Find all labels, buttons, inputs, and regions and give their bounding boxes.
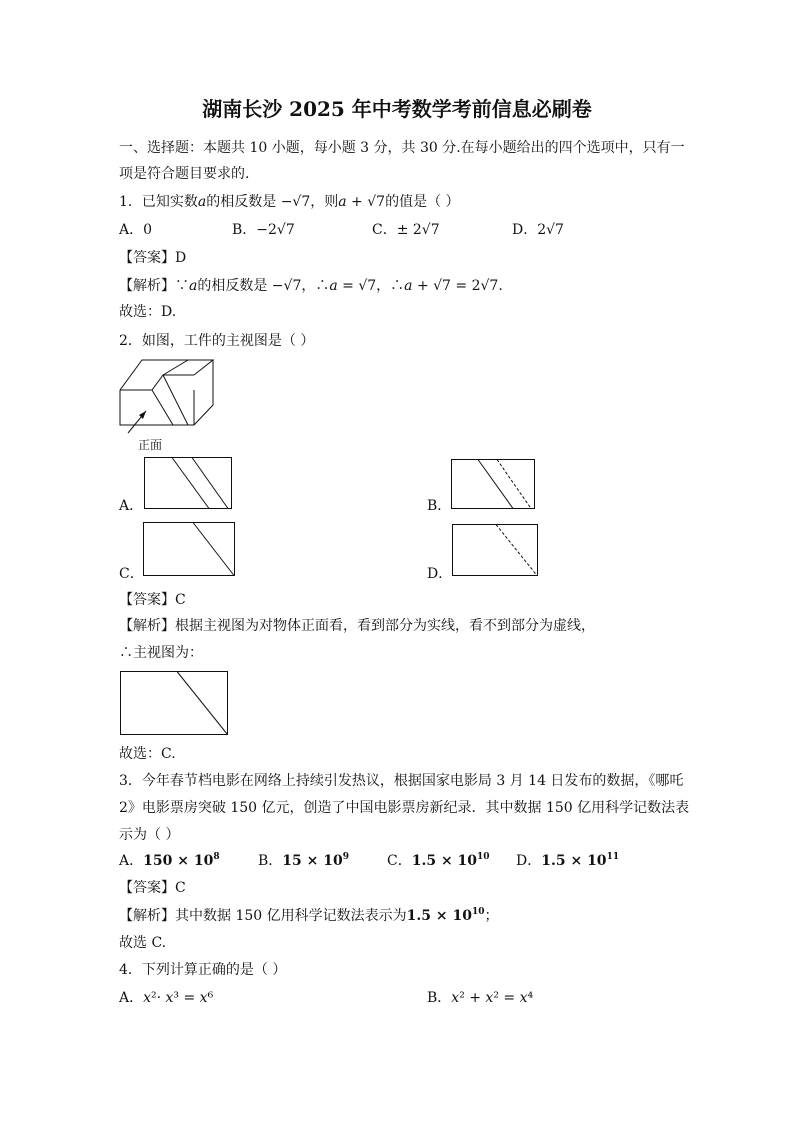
section-instructions-line2: 项是符合题目要求的.	[119, 166, 250, 182]
q3-stem-line3: 示为（ ）	[119, 827, 180, 843]
q4-option-b	[427, 988, 533, 1008]
q2-option-d-label: D．	[427, 566, 453, 582]
page-title: 湖南长沙 2025 年中考数学考前信息必刷卷	[202, 97, 592, 121]
q3-option-c	[387, 851, 490, 871]
q1-analysis: 【解析】∵𝑎的相反数是 −√7，∴𝑎 = √7，∴𝑎 + √7 = 2√7.	[119, 278, 503, 294]
q2-option-c-label: C．	[119, 566, 144, 582]
q3-option-a-exp: 8	[213, 852, 220, 862]
q1-answer: 【答案】D	[119, 250, 187, 266]
q3-option-a	[119, 851, 220, 871]
q4-option-b-label: B．	[427, 990, 452, 1006]
q1-option-d: D．2√7	[512, 222, 564, 238]
q2-analysis: 【解析】根据主视图为对物体正面看，看到部分为实线，看不到部分为虚线，	[119, 618, 595, 634]
q2-option-a-figure	[144, 457, 232, 509]
q3-stem-line1: 3．今年春节档电影在网络上持续引发热议，根据国家电影局 3 月 14 日发布的数据，《哪吒	[119, 773, 684, 789]
q3-conclusion: 故选 C.	[119, 935, 167, 951]
q3-answer: 【答案】C	[119, 880, 186, 896]
q3-option-b-label: B．	[258, 853, 283, 869]
q2-option-c-figure	[143, 522, 235, 576]
q3-analysis-suffix: ；	[484, 908, 499, 924]
q2-therefore: ∴主视图为：	[119, 645, 203, 661]
q4-option-a-expression: 𝑥²· 𝑥³ = 𝑥⁶	[143, 990, 214, 1006]
q2-option-b-figure	[451, 459, 535, 509]
q2-option-b-label: B．	[427, 498, 452, 514]
q2-stem: 2．如图，工件的主视图是（ ）	[119, 333, 315, 349]
q2-option-a-label: A．	[119, 498, 144, 514]
q3-option-b-exp: 9	[342, 852, 350, 862]
q1-option-c: C．± 2√7	[372, 222, 440, 238]
q2-conclusion: 故选：C.	[119, 746, 176, 762]
q4-option-a	[119, 988, 213, 1008]
q3-stem-line2: 2》电影票房突破 150 亿元，创造了中国电影票房新纪录．其中数据 150 亿用科学记数法表	[119, 800, 690, 816]
q4-stem: 4．下列计算正确的是（ ）	[119, 962, 287, 978]
q3-option-a-base: 150 × 10	[143, 853, 214, 869]
q1-conclusion: 故选：D.	[119, 304, 177, 320]
q3-analysis-base: 1.5 × 10	[406, 908, 472, 924]
q3-analysis-prefix: 【解析】其中数据 150 亿用科学记数法表示为	[119, 908, 407, 924]
q1-option-a: A．0	[119, 222, 153, 238]
q3-option-d-exp: 11	[606, 852, 620, 862]
q4-option-a-label: A．	[119, 990, 144, 1006]
section-instructions-line1: 一、选择题：本题共 10 小题，每小题 3 分，共 30 分.在每小题给出的四个选项中，只有一	[119, 140, 685, 156]
q2-answer: 【答案】C	[119, 592, 186, 608]
q3-option-c-exp: 10	[477, 852, 490, 862]
q3-option-a-label: A．	[119, 853, 144, 869]
q3-analysis-exp: 10	[471, 907, 485, 917]
q3-option-c-base: 1.5 × 10	[411, 853, 478, 869]
q3-analysis	[119, 906, 498, 926]
q2-answer-figure	[120, 671, 228, 735]
q3-option-d	[516, 851, 619, 871]
q1-stem: 1．已知实数𝑎的相反数是 −√7，则𝑎 + √7的值是（ ）	[119, 194, 460, 210]
workpiece-3d-figure	[118, 355, 218, 445]
q2-option-d-figure	[452, 524, 538, 576]
q3-option-b-base: 15 × 10	[282, 853, 343, 869]
q4-option-b-expression: 𝑥² + 𝑥² = 𝑥⁴	[451, 990, 534, 1006]
front-view-label: 正面	[138, 438, 163, 452]
q3-option-d-base: 1.5 × 10	[541, 853, 607, 869]
q1-option-b: B．−2√7	[232, 222, 295, 238]
q3-option-c-label: C．	[387, 853, 412, 869]
q3-option-b	[258, 851, 349, 871]
q3-option-d-label: D．	[516, 853, 542, 869]
